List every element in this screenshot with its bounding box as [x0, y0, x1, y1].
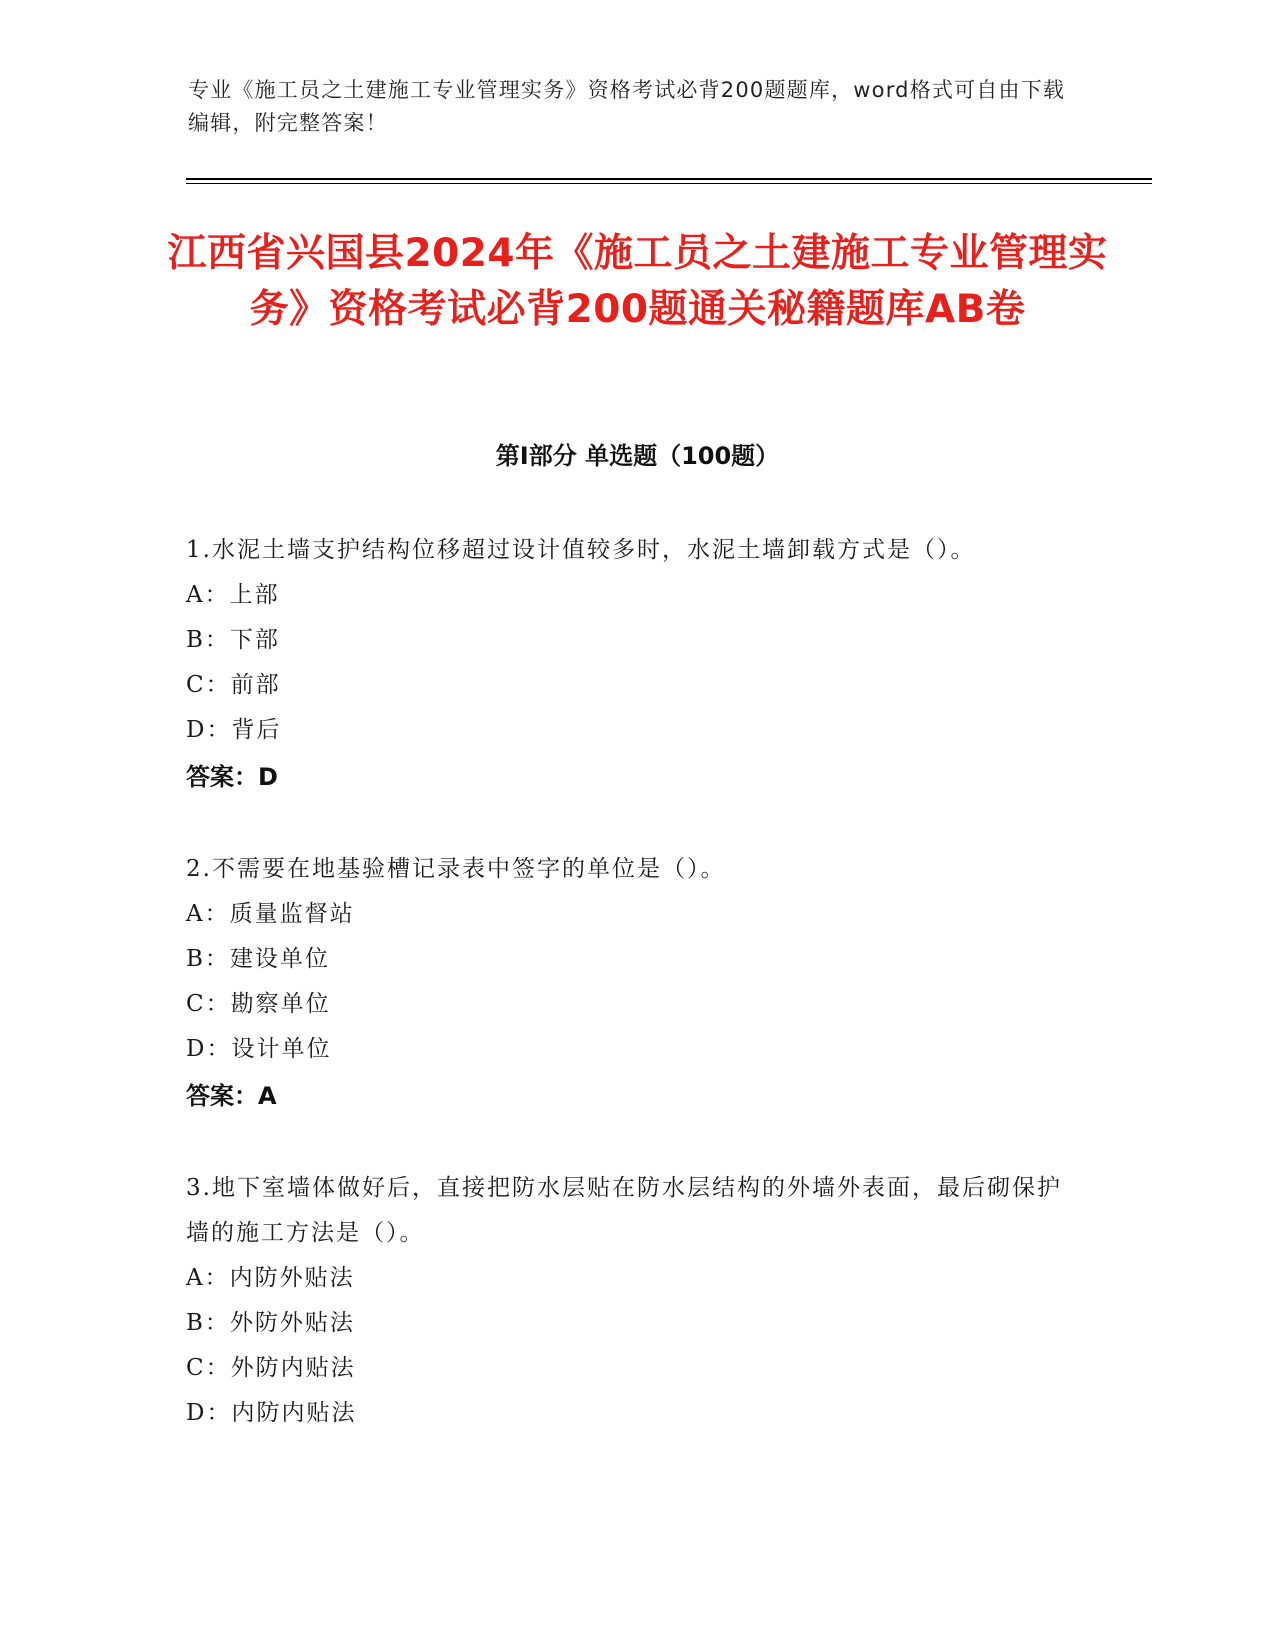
section-heading: 第Ⅰ部分 单选题（100题） [495, 442, 780, 470]
header-rule-thin [186, 183, 1152, 184]
option-d: D：设计单位 [186, 1036, 332, 1062]
option-c: C：前部 [186, 672, 281, 698]
question-2 [186, 847, 1066, 1120]
question-text: 3.地下室墙体做好后，直接把防水层贴在防水层结构的外墙外表面，最后砌保护墙的施工方法是（）。 [186, 1175, 1062, 1246]
option-b: B：下部 [186, 627, 280, 653]
header-note: 专业《施工员之土建施工专业管理实务》资格考试必背200题题库，word格式可自由下载编辑，附完整答案！ [188, 78, 1066, 135]
question-text: 2.不需要在地基验槽记录表中签字的单位是（）。 [186, 856, 726, 882]
header-rule-thick [186, 178, 1152, 180]
option-d: D：内防内贴法 [186, 1400, 357, 1426]
option-c: C：外防内贴法 [186, 1355, 356, 1381]
question-list [186, 528, 1066, 1482]
question-text: 1.水泥土墙支护结构位移超过设计值较多时，水泥土墙卸载方式是（）。 [186, 537, 976, 563]
answer: 答案：A [186, 1082, 277, 1110]
answer: 答案：D [186, 763, 278, 791]
document-title: 江西省兴国县2024年《施工员之土建施工专业管理实务》资格考试必背200题通关秘籍题库AB卷 [167, 231, 1108, 332]
option-c: C：勘察单位 [186, 991, 331, 1017]
question-1 [186, 528, 1066, 801]
option-d: D：背后 [186, 717, 282, 743]
question-3 [186, 1166, 1066, 1436]
option-b: B：外防外贴法 [186, 1310, 355, 1336]
option-b: B：建设单位 [186, 946, 330, 972]
option-a: A：内防外贴法 [186, 1265, 355, 1291]
option-a: A：质量监督站 [186, 901, 355, 927]
option-a: A：上部 [186, 582, 280, 608]
